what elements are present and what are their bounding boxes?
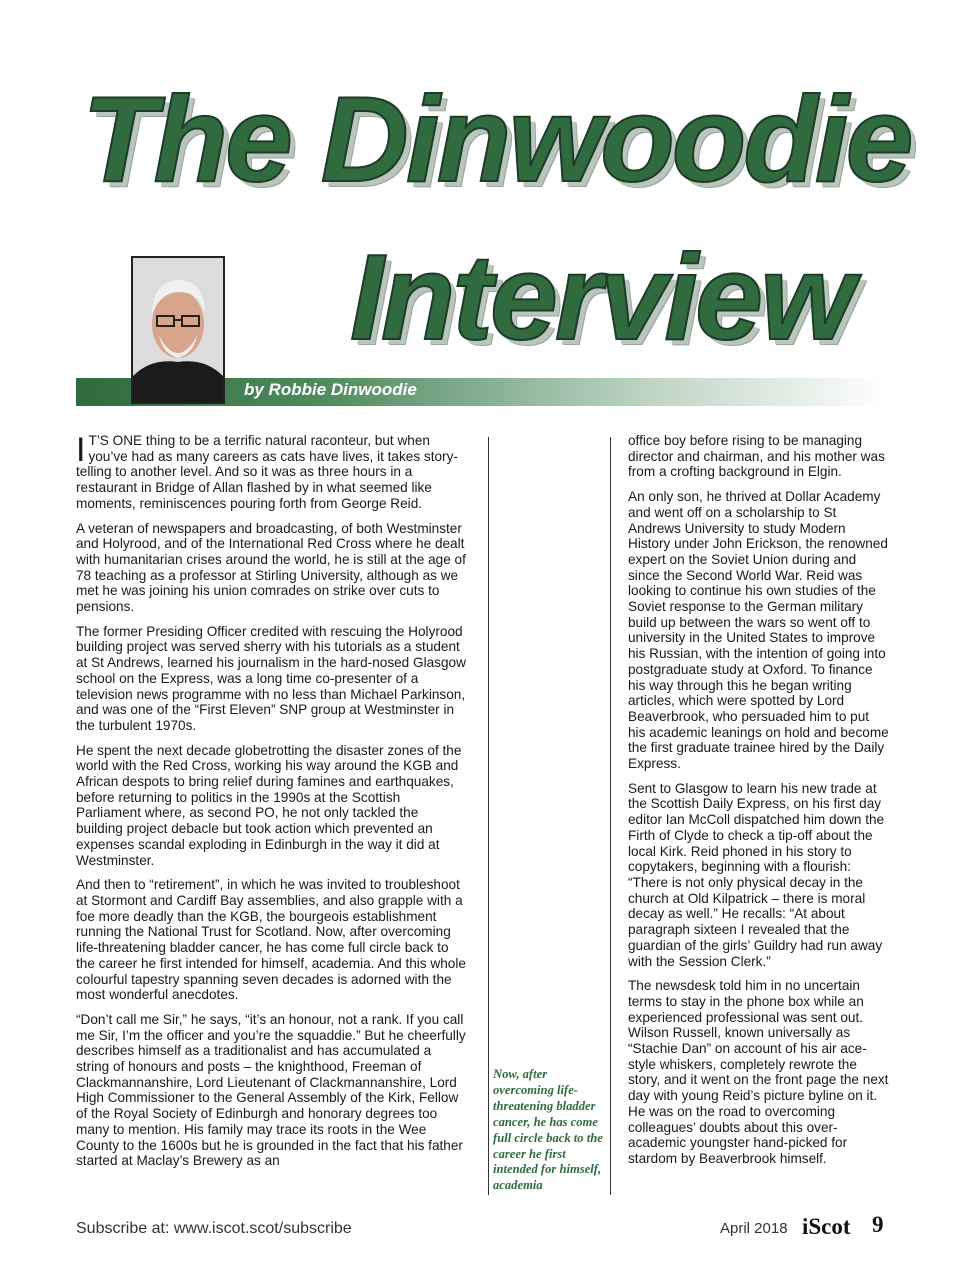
column-divider <box>610 437 611 1195</box>
drop-cap: I <box>76 431 86 469</box>
article-paragraph: An only son, he thrived at Dollar Academy and went off on a scholarship to St Andrews University to study Modern History under John Erickson, the renowned expert on the Soviet Union during and since the Second World War. Reid was looking to continue his own studies of the Soviet response to the German military build up between the wars so went off to university in the United States to improve his Russian, with the intention of going into postgraduate study at Oxford. To finance his way through this he began writing articles, which were spotted by Lord Beaverbrook, who persuaded him to put his academic leanings on hold and become the first graduate trainee hired by the Daily Express. <box>628 489 889 772</box>
magazine-logo: iScot <box>802 1214 851 1239</box>
article-paragraph: Sent to Glasgow to learn his new trade at the Scottish Daily Express, on his first day editor Ian McColl dispatched him down the Firth of Clyde to check a tip-off about the local Kirk. Reid phoned in his story to copytakers, beginning with a flourish: “There is not only physical decay in the church at Old Kilpatrick – there is moral decay as well.” He recalls: “At about paragraph sixteen I revealed that the guardian of the girls’ Guildry had run away with the Session Clerk.” <box>628 780 885 969</box>
article-paragraph: And then to “retirement”, in which he was invited to troubleshoot at Stormont and Cardiff Bay assemblies, and also grapple with a foe more deadly than the KGB, the bourgeois establishment running the National Trust for Scotland. Now, after overcoming life-threatening bladder cancer, he has come full circle back to the career he first intended for himself, academia. And this whole colourful tapestry spanning seven decades is adorned with the most wonderful anecdotes. <box>76 877 466 1003</box>
article-paragraph: The former Presiding Officer credited with rescuing the Holyrood building project was served sherry with his tutorials as a student at St Andrews, learned his journalism in the hard-nosed Glasgow school on the Express, was a long time co-presenter of a television news programme with no less than Michael Parkinson, and was one of the “First Eleven” SNP group at Westminster in the turbulent 1970s. <box>76 623 466 733</box>
byline: by Robbie Dinwoodie <box>244 380 417 399</box>
article-paragraph: A veteran of newspapers and broadcasting, of both Westminster and Holyrood, and of the International Red Cross where he dealt with humanitarian crises around the world, he is still at the age of 78 teaching as a professor at Stirling University, although as we met he was joining his union comrades on strike over cuts to pensions. <box>76 520 466 615</box>
article-paragraph: office boy before rising to be managing director and chairman, and his mother was from a crofting background in Elgin. <box>628 433 885 480</box>
article-paragraph: “Don’t call me Sir,” he says, “it’s an honour, not a rank. If you call me Sir, I’m the officer and you’re the squaddie.” But he cheerfully describes himself as a traditionalist and has accumulated a string of honours and posts – the knighthood, Freeman of Clackmannanshire, Lord Lieutenant of Clackmannanshire, Lord High Commissioner to the General Assembly of the Kirk, Fellow of the Royal Society of Edinburgh and honorary degrees too many to mention. His family may trace its roots in the Wee County to the 1600s but he is grounded in the fact that his father started at Maclay’s Brewery as an <box>76 1011 466 1169</box>
column-divider <box>488 437 489 1195</box>
pull-quote: Now, after overcoming life-threatening bladder cancer, he has come full circle back to the career he first intended for himself, academia <box>493 1067 603 1193</box>
article-paragraph: The newsdesk told him in no uncertain terms to stay in the phone box while an experienced professional was sent out. Wilson Russell, known universally as “Stachie Dan” on account of his air ace-style whiskers, completely rewrote the story, and it went on the front page the next day with young Reid’s picture byline on it. He was on the road to overcoming colleagues’ doubts about this over-academic youngster hand-picked for stardom by Beaverbrook himself. <box>628 978 889 1166</box>
author-portrait-photo <box>131 256 225 404</box>
article-column-left <box>76 433 468 1178</box>
headline-line-2: Interview <box>350 229 852 365</box>
article-paragraph: I T’S ONE thing to be a terrific natural raconteur, but when you’ve had as many careers as cats have lives, it takes story-telling to another level. And so it was as three hours in a restaurant in Bridge of Allan flashed by in what seemed like moments, reminiscences pouring forth from George Reid. <box>76 431 458 511</box>
man-portrait-icon <box>133 258 223 402</box>
article-paragraph: He spent the next decade globetrotting the disaster zones of the world with the Red Cross, working his way around the KGB and African despots to bring relief during famines and earthquakes, before returning to politics in the 1990s at the Scottish Parliament where, as second PO, he not only tackled the building project debacle but took action which prevented an expenses scandal exploding in Edinburgh in the way it did at Westminster. <box>76 742 462 868</box>
article-column-right <box>628 433 890 1176</box>
headline-line-1: The Dinwoodie <box>82 71 911 207</box>
issue-date: April 2018 <box>720 1220 788 1237</box>
page-number: 9 <box>872 1212 884 1237</box>
subscribe-link[interactable]: Subscribe at: www.iscot.scot/subscribe <box>76 1220 352 1237</box>
